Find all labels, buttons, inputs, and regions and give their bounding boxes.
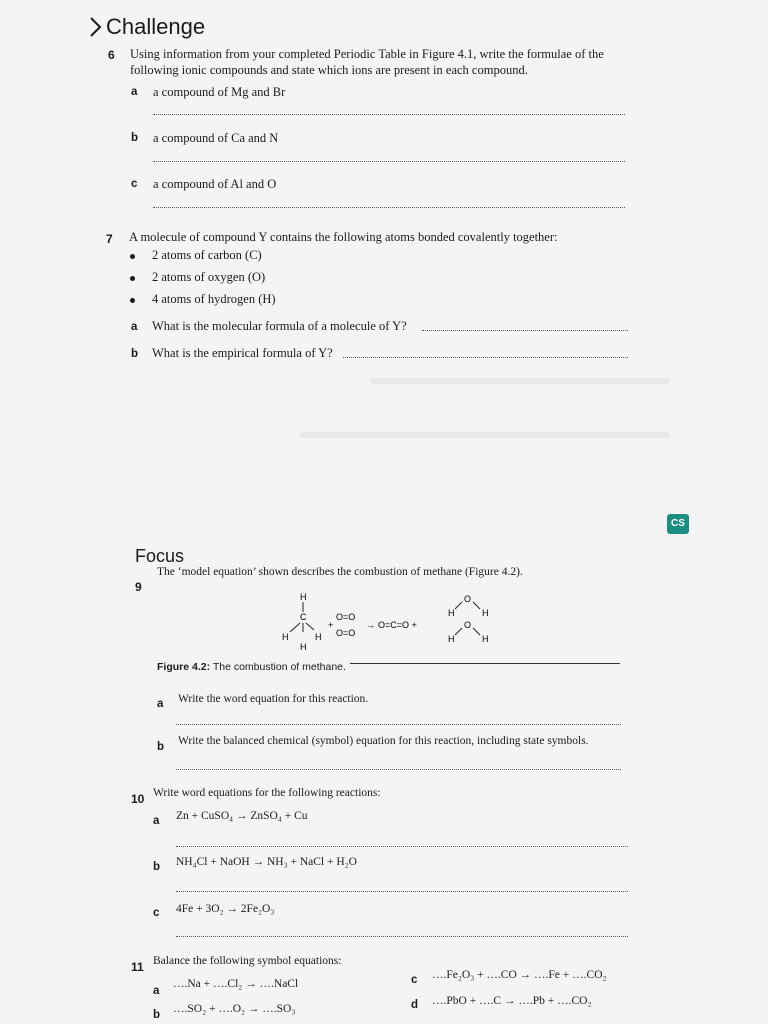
atom-h: H <box>315 632 322 642</box>
q6a-label: a <box>131 86 138 98</box>
q10-text: Write word equations for the following reactions: <box>153 787 381 799</box>
q7-text: A molecule of compound Y contains the following atoms bonded covalently together: <box>129 230 558 244</box>
figure-rule <box>350 663 620 664</box>
figure-caption-text: The combustion of methane. <box>210 661 346 673</box>
q9b-text: Write the balanced chemical (symbol) equation for this reaction, including state symbols. <box>178 735 589 747</box>
q10a-answer-line[interactable] <box>176 846 628 847</box>
q11d-equation[interactable]: ….PbO + ….C → ….Pb + ….CO₂ <box>432 995 592 1007</box>
q7b-label: b <box>131 348 139 360</box>
q9-number: 9 <box>135 580 142 594</box>
q7-number: 7 <box>106 232 113 246</box>
bullet-icon <box>130 276 135 281</box>
q10a-label: a <box>153 815 160 827</box>
q7b-text: What is the empirical formula of Y? <box>152 346 333 360</box>
q7a-text: What is the molecular formula of a molecule of Y? <box>152 319 407 333</box>
q11b-equation[interactable]: ….SO₂ + ….O₂ → ….SO₃ <box>173 1003 296 1015</box>
q6c-label: c <box>131 178 138 190</box>
q11b-label: b <box>153 1009 161 1021</box>
oxygen-molecule-1: O=O <box>336 612 356 622</box>
q9a-answer-line[interactable] <box>176 724 621 725</box>
carbon-dioxide-molecule: O=C=O + <box>378 620 417 630</box>
q6c-text: a compound of Al and O <box>153 177 277 191</box>
show-through-mark <box>370 378 670 384</box>
methane-combustion-diagram <box>270 588 510 652</box>
q11c-equation[interactable]: ….Fe₂O₃ + ….CO → ….Fe + ….CO₂ <box>432 969 607 981</box>
reaction-arrow: → <box>366 620 375 630</box>
q11c-label: c <box>411 974 418 986</box>
q7-bullet-2: 2 atoms of oxygen (O) <box>152 270 266 284</box>
q6b-label: b <box>131 132 139 144</box>
atom-c: C <box>300 612 307 622</box>
q10c-answer-line[interactable] <box>176 936 628 937</box>
atom-h: H <box>300 592 307 602</box>
figure-caption <box>157 661 346 673</box>
q10-number: 10 <box>131 792 145 806</box>
q11a-equation[interactable]: ….Na + ….Cl₂ → ….NaCl <box>173 978 299 990</box>
q7a-answer-line[interactable] <box>422 330 628 331</box>
q6a-answer-line[interactable] <box>153 114 625 115</box>
q7-bullet-3: 4 atoms of hydrogen (H) <box>152 292 276 306</box>
focus-heading: Focus <box>135 546 185 566</box>
q11a-label: a <box>153 985 160 997</box>
q9-text: The ‘model equation’ shown describes the combustion of methane (Figure 4.2). <box>157 566 523 578</box>
q7a-label: a <box>131 321 138 333</box>
chevron-right-icon <box>88 16 102 38</box>
q11d-label: d <box>411 999 419 1011</box>
atom-h: H <box>482 608 489 618</box>
bullet-icon <box>130 298 135 303</box>
atom-o: O <box>464 594 472 604</box>
q6b-answer-line[interactable] <box>153 161 625 162</box>
q6c-answer-line[interactable] <box>153 207 625 208</box>
q6-text-line1: Using information from your completed Periodic Table in Figure 4.1, write the formulae of the <box>130 47 604 61</box>
q9b-label: b <box>157 741 165 753</box>
q10c-equation: 4Fe + 3O₂ → 2Fe₂O₃ <box>176 903 275 915</box>
q9a-text: Write the word equation for this reaction. <box>178 693 369 705</box>
oxygen-molecule-2: O=O <box>336 628 356 638</box>
q7-bullet-1: 2 atoms of carbon (C) <box>152 248 262 262</box>
q6-number: 6 <box>108 48 115 62</box>
atom-h: H <box>282 632 289 642</box>
challenge-heading: Challenge <box>106 14 206 39</box>
q9b-answer-line[interactable] <box>176 769 621 770</box>
q6a-text: a compound of Mg and Br <box>153 85 286 99</box>
q10b-equation: NH₄Cl + NaOH → NH₃ + NaCl + H₂O <box>176 856 357 868</box>
q6-text <box>130 46 650 78</box>
q11-text: Balance the following symbol equations: <box>153 955 342 967</box>
q10b-label: b <box>153 861 161 873</box>
bullet-icon <box>130 254 135 259</box>
figure-caption-label: Figure 4.2: <box>157 661 211 673</box>
show-through-mark <box>300 432 670 438</box>
atom-o: O <box>464 620 472 630</box>
camscanner-badge: CS <box>667 514 689 534</box>
q6b-text: a compound of Ca and N <box>153 131 279 145</box>
atom-h: H <box>300 642 307 652</box>
q10b-answer-line[interactable] <box>176 891 628 892</box>
q9a-label: a <box>157 698 164 710</box>
q10c-label: c <box>153 907 160 919</box>
atom-h: H <box>448 608 455 618</box>
q10a-equation: Zn + CuSO₄ → ZnSO₄ + Cu <box>176 810 308 822</box>
atom-h: H <box>448 634 455 644</box>
q7b-answer-line[interactable] <box>343 357 628 358</box>
plus-sign: + <box>328 620 334 630</box>
q11-number: 11 <box>131 960 144 974</box>
q6-text-line2: following ionic compounds and state which ions are present in each compound. <box>130 63 528 77</box>
atom-h: H <box>482 634 489 644</box>
